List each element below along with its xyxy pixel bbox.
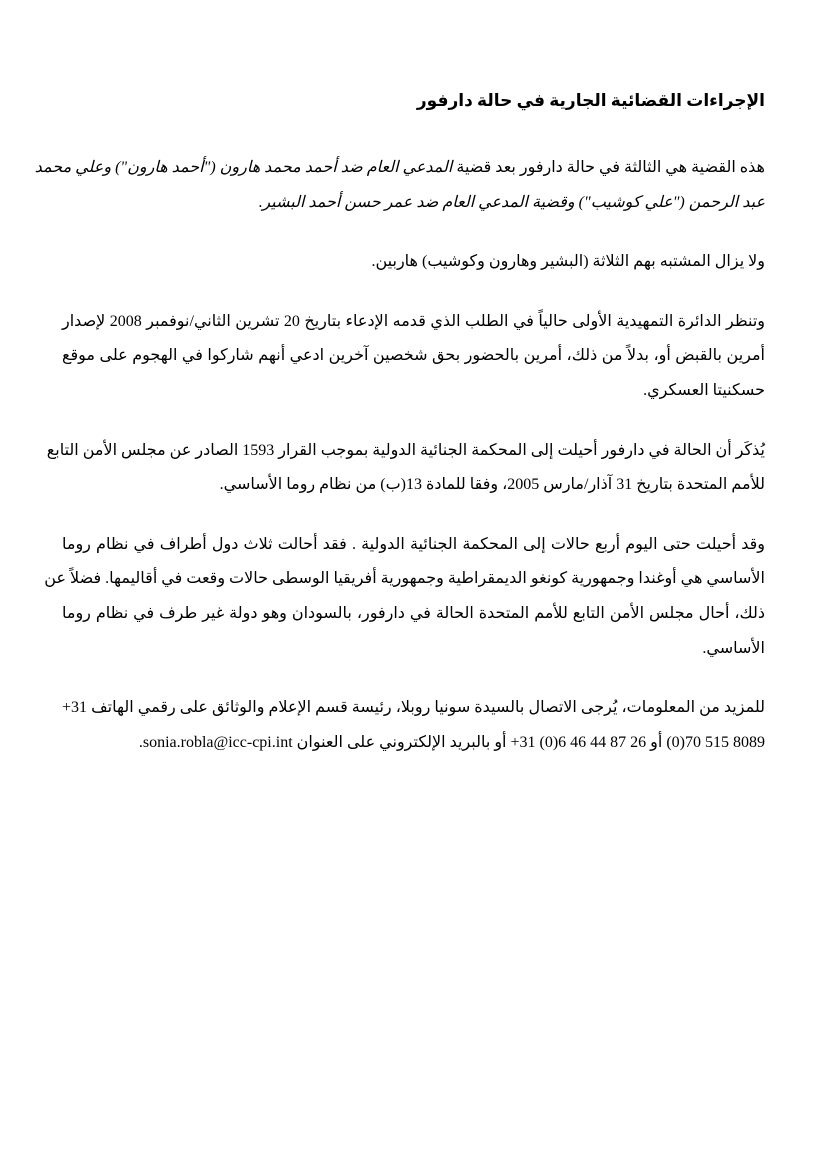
paragraph-fugitive-status bbox=[62, 245, 765, 280]
paragraph-referral-resolution bbox=[46, 434, 765, 503]
text-line: الأساسي. bbox=[702, 639, 765, 657]
paragraph-media-contact bbox=[62, 691, 765, 760]
paragraph-four-situations bbox=[44, 528, 766, 666]
text-line: أمرين بالقبض أو، بدلاً من ذلك، أمرين بالحضور بحق شخصين آخرين ادعي أنهم شاركوا في الهجوم على موقع bbox=[62, 347, 765, 365]
text-line: وتنظر الدائرة التمهيدية الأولى حالياً في الطلب الذي قدمه الإدعاء بتاريخ 20 تشرين الثاني/نوفمبر 2008 لإصدار bbox=[62, 312, 766, 330]
paragraph-pretrial-application bbox=[62, 305, 765, 409]
text-line: الأساسي هي أوغندا وجمهورية كونغو الديمقراطية وجمهورية أفريقيا الوسطى حالات وقعت في أقاليمها. فضلاً عن bbox=[44, 570, 765, 588]
text-line: يُذكَر أن الحالة في دارفور أحيلت إلى المحكمة الجنائية الدولية بموجب القرار 1593 الصادر عن مجلس الأمن التابع bbox=[46, 441, 765, 459]
body-text: هذه القضية هي الثالثة في حالة دارفور بعد قضية bbox=[452, 159, 765, 176]
paragraph-case-sequence bbox=[34, 151, 765, 220]
text-line: ذلك، أحال مجلس الأمن التابع للأمم المتحدة الحالة في دارفور، بالسودان وهو دولة غير طرف في نظام روما bbox=[62, 604, 766, 622]
text-line: ولا يزال المشتبه بهم الثلاثة (البشير وهارون وكوشيب) هاربين. bbox=[371, 253, 765, 271]
text-line bbox=[62, 691, 765, 726]
page-title: الإجراءات القضائية الجارية في حالة دارفور bbox=[416, 91, 765, 110]
email-lead-text: أو بالبريد الإلكتروني على العنوان bbox=[292, 733, 511, 751]
sentence-period: . bbox=[138, 733, 143, 751]
case-name-italic: عبد الرحمن ("علي كوشيب") وقضية المدعي العام ضد عمر حسن أحمد البشير bbox=[262, 193, 765, 211]
phone-number-1: (0)70 515 8089 bbox=[666, 733, 765, 751]
text-line: وقد أحيلت حتى اليوم أربع حالات إلى المحكمة الجنائية الدولية . فقد أحالت ثلاث دول أطراف في نظام روما bbox=[62, 535, 765, 553]
case-name-italic: المدعي العام ضد أحمد محمد هارون ("أحمد هارون") وعلي محمد bbox=[34, 159, 453, 176]
phone-country-code: +31 bbox=[62, 699, 88, 717]
contact-email: sonia.robla@icc-cpi.int bbox=[142, 733, 293, 751]
text-line bbox=[62, 726, 765, 761]
text-line bbox=[34, 151, 765, 186]
phone-number-2: +31 (0)6 46 44 87 26 bbox=[510, 733, 647, 751]
sentence-period: . bbox=[258, 193, 263, 211]
contact-text: للمزيد من المعلومات، يُرجى الاتصال بالسيدة سونيا روبلا، رئيسة قسم الإعلام والوثائق على رقمي الهاتف bbox=[87, 699, 765, 717]
text-line bbox=[62, 186, 765, 221]
text-line: للأمم المتحدة بتاريخ 31 آذار/مارس 2005، وفقا للمادة 13(ب) من نظام روما الأساسي. bbox=[219, 476, 765, 494]
or-text: أو bbox=[646, 733, 667, 751]
text-line: حسكنيتا العسكري. bbox=[643, 381, 765, 399]
